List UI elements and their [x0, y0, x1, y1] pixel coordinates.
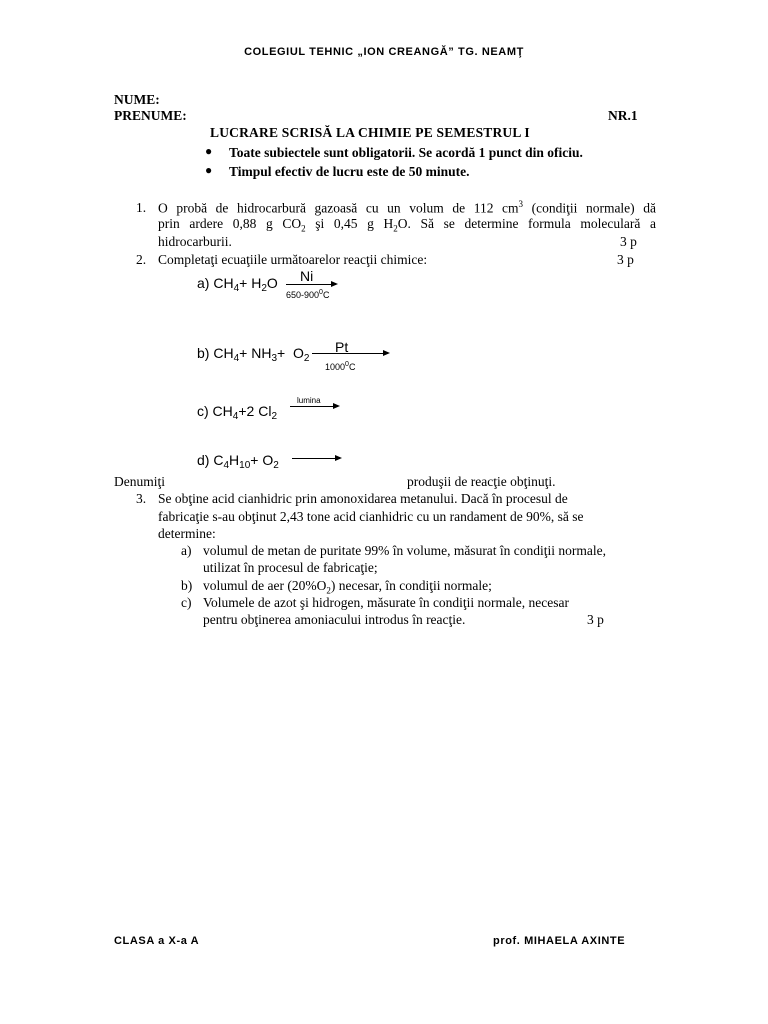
- equation-a-catalyst: Ni: [300, 268, 314, 284]
- reaction-arrow-b: [312, 353, 388, 354]
- question-3-number: 3.: [136, 491, 147, 506]
- question-2-text: Completaţi ecuaţiile următoarelor reacţii chimice:: [158, 252, 428, 267]
- reaction-arrow-d: [292, 458, 340, 459]
- question-1-line-2: prin ardere 0,88 g $CO_2$ şi 0,45 g $H_2O$. Să se determine formula moleculară a: [158, 216, 656, 234]
- equation-a: a) $CH_4+ H_2O$: [197, 275, 278, 294]
- page-title: LUCRARE SCRISĂ LA CHIMIE PE SEMESTRUL I: [210, 125, 530, 140]
- equation-c: c) $CH_4+2$ $Cl_2$: [197, 403, 278, 422]
- footer-teacher: prof. MIHAELA AXINTE: [493, 935, 626, 947]
- naming-instruction-left: Denumiţi: [114, 474, 165, 489]
- question-3-item-c-line-2: pentru obţinerea amoniacului introdus în reacţie.: [203, 612, 466, 627]
- question-1-line-1: O probă de hidrocarbură gazoasă cu un volum de 112 $cm^3$ (condiţii normale) dă: [158, 199, 657, 216]
- question-3-line-3: determine:: [158, 526, 216, 541]
- question-3-item-b-line-1: volumul de aer $(20\%O_2)$ necesar, în condiţii normale;: [203, 578, 492, 596]
- equation-b-condition: 1000$^0$C: [325, 361, 356, 372]
- question-3-item-a-line-1: volumul de metan de puritate 99% în volume, măsurat în condiţii normale,: [203, 543, 607, 558]
- question-3-item-c-line-1: Volumele de azot şi hidrogen, măsurate în condiţii normale, necesar: [203, 595, 570, 610]
- equation-b: b) $CH_4+ NH_3+ O_2$: [197, 345, 310, 364]
- question-1-points: 3 p: [620, 234, 637, 249]
- naming-instruction-right: produşii de reacţie obţinuţi.: [407, 474, 556, 489]
- footer-class: CLASA a X-a A: [114, 935, 200, 947]
- equation-a-condition: $650-900^0C$: [286, 289, 330, 300]
- surname-label: PRENUME:: [114, 108, 187, 123]
- question-3-item-a-label: a): [181, 543, 192, 558]
- name-label: NUME:: [114, 92, 160, 107]
- test-number: NR.1: [608, 108, 638, 123]
- question-3-points: 3 p: [587, 612, 604, 627]
- rule-item: ● Toate subiectele sunt obligatorii. Se acordă 1 punct din oficiu.: [205, 144, 583, 160]
- rule-item: ● Timpul efectiv de lucru este de 50 minute.: [205, 163, 470, 179]
- question-3-item-c-label: c): [181, 595, 192, 610]
- question-2-points: 3 p: [617, 252, 634, 267]
- equation-b-catalyst: Pt: [335, 339, 349, 355]
- reaction-arrow-c: [290, 406, 338, 407]
- question-3-line-2: fabricaţie s-au obţinut 2,43 tone acid cianhidric cu un randament de 90%, să se: [158, 509, 584, 524]
- school-header: COLEGIUL TEHNIC „ION CREANGĂ” TG. NEAMŢ: [244, 46, 524, 58]
- question-3-line-1: Se obţine acid cianhidric prin amonoxidarea metanului. Dacă în procesul de: [158, 491, 568, 506]
- question-1-number: 1.: [136, 200, 147, 215]
- bullet-icon: ●: [205, 144, 213, 158]
- equation-c-condition: lumina: [297, 396, 321, 405]
- question-3-item-a-line-2: utilizat în procesul de fabricaţie;: [203, 560, 378, 575]
- reaction-arrow-a: [286, 284, 336, 285]
- equation-d: d) $C_4H_{10}+ O_2$: [197, 452, 279, 471]
- question-1-line-3: hidrocarburii.: [158, 234, 232, 249]
- question-3-item-b-label: b): [181, 578, 193, 593]
- bullet-icon: ●: [205, 163, 213, 177]
- question-2-number: 2.: [136, 252, 147, 267]
